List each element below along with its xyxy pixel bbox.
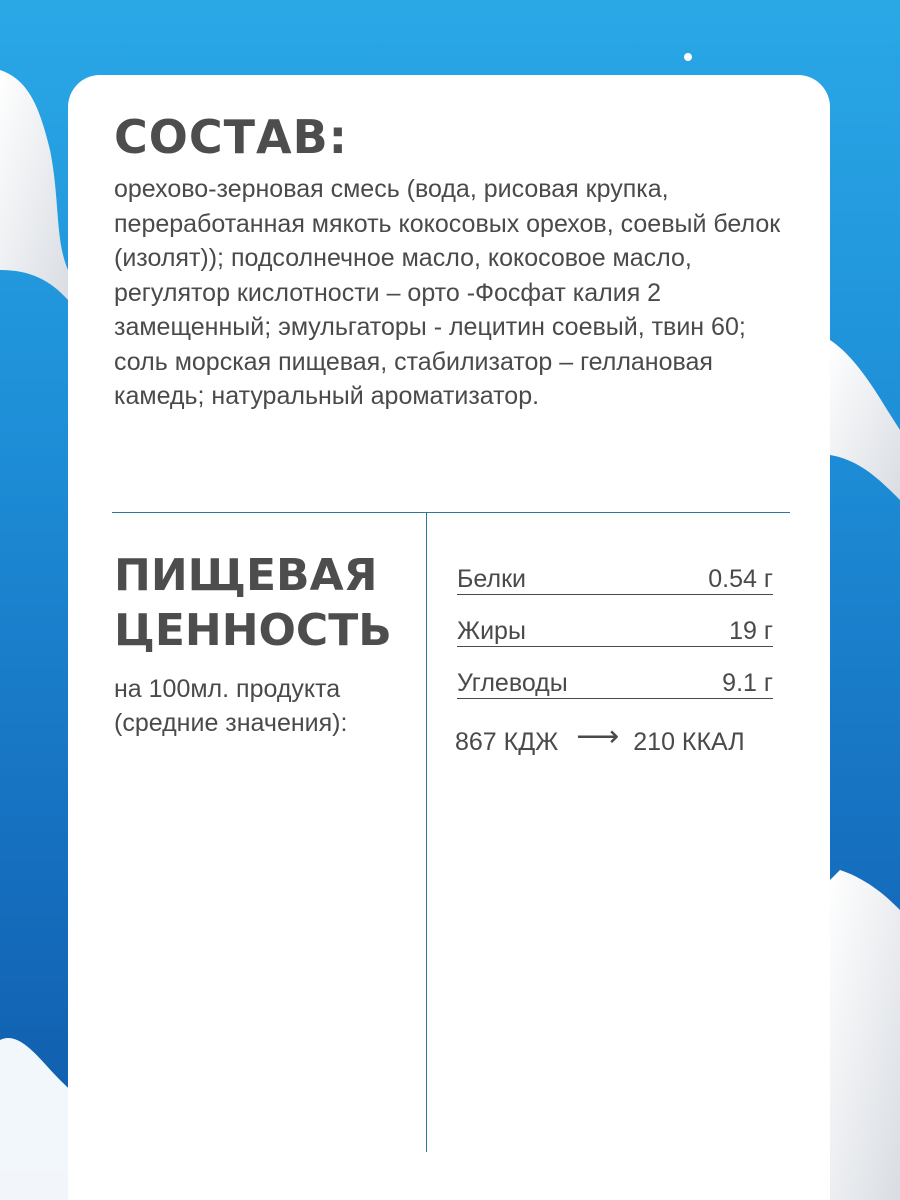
nutrition-row-fat (457, 612, 773, 647)
nutrient-value: 0.54 г (708, 565, 773, 593)
vertical-divider (426, 512, 427, 1152)
nutrition-subtitle: на 100мл. продукта (средние значения): (114, 675, 348, 737)
horizontal-divider (112, 512, 790, 513)
nutrient-label: Углеводы (457, 669, 568, 697)
nutrient-label: Белки (457, 565, 526, 593)
composition-text: орехово-зерновая смесь (вода, рисовая крупка, переработанная мякоть кокосовых орехов, соевый белок (изолят)); подсолнечное масло, кокосовое масло, регулятор кислотности – орто -Фосфат калия 2 замещенный; эмульгаторы - лецитин соевый, твин 60; соль морская пищевая, стабилизатор – геллановая камедь; натуральный ароматизатор. (114, 175, 781, 410)
energy-kcal: 210 ККАЛ (633, 728, 745, 756)
nutrition-row-protein (457, 560, 773, 595)
nutrition-row-carbs (457, 664, 773, 699)
nutrient-value: 9.1 г (722, 669, 773, 697)
energy-kj: 867 КДЖ (455, 728, 559, 756)
arrow-right-icon: ⟶ (576, 719, 620, 753)
nutrition-title: ПИЩЕВАЯ ЦЕННОСТЬ (114, 550, 392, 656)
nutrient-label: Жиры (457, 617, 526, 645)
energy-value (455, 719, 785, 757)
composition-title: СОСТАВ: (114, 110, 349, 164)
nutrient-value: 19 г (729, 617, 773, 645)
